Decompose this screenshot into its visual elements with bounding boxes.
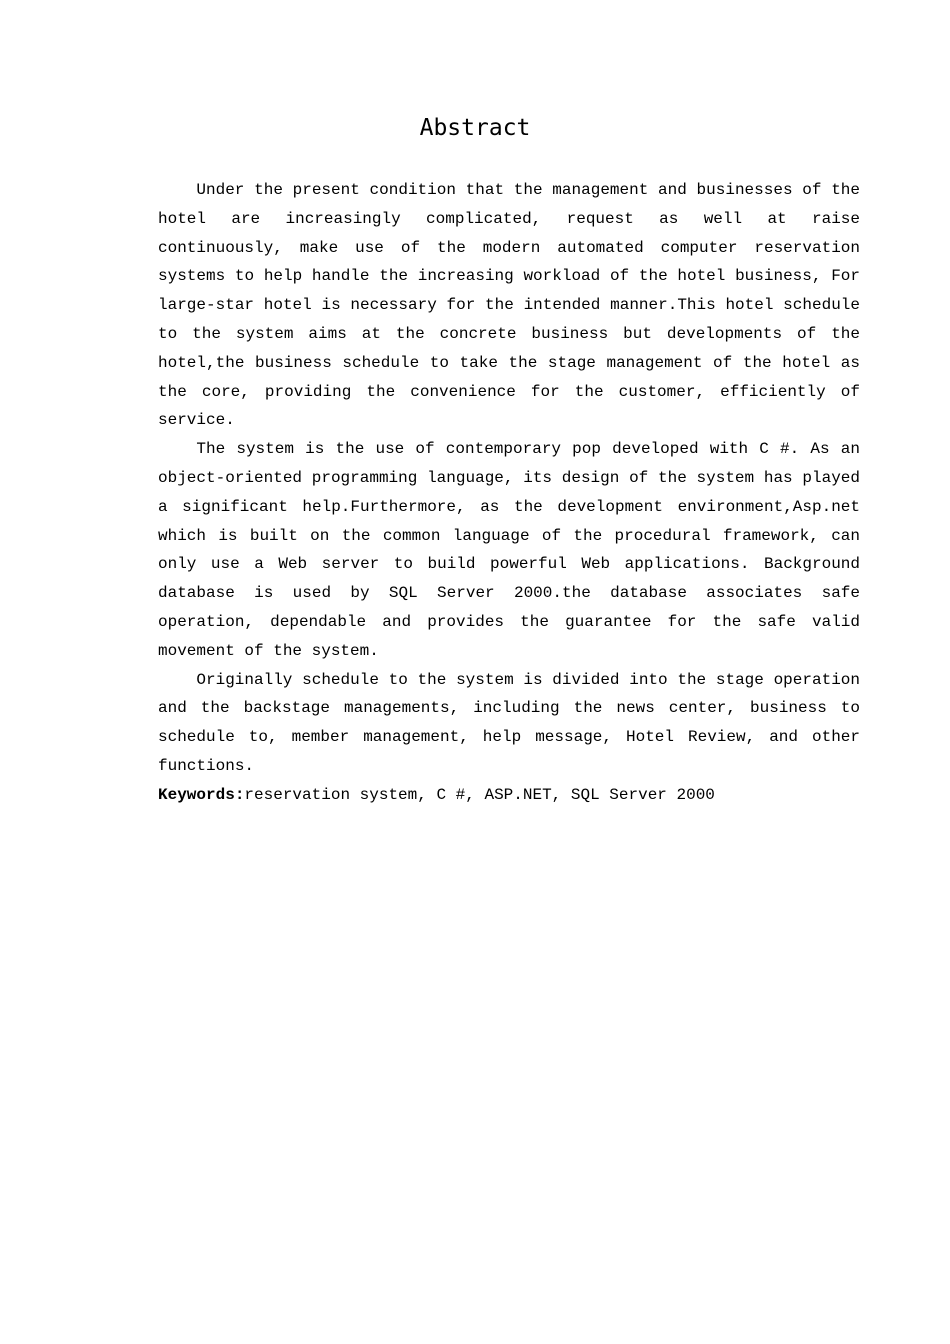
keywords-line — [158, 781, 860, 810]
keywords-label: Keywords: — [158, 785, 245, 804]
abstract-paragraph-1: Under the present condition that the management and businesses of the hotel are increasingly complicated, request as well at raise continuously, make use of the modern automated computer reservation systems to help handle the increasing workload of the hotel business, For large-star hotel is necessary for the intended manner.This hotel schedule to the system aims at the concrete business but developments of the hotel,the business schedule to take the stage management of the hotel as the core, providing the convenience for the customer, efficiently of service. — [158, 181, 860, 430]
keywords-value: reservation system, C #, ASP.NET, SQL Server 2000 — [244, 785, 715, 804]
abstract-title: Abstract — [419, 115, 531, 141]
abstract-body — [158, 176, 860, 810]
abstract-paragraph-3: Originally schedule to the system is divided into the stage operation and the backstage managements, including the news center, business to schedule to, member management, help message, Hotel Review, and other functions. — [158, 670, 860, 775]
abstract-paragraph-2: The system is the use of contemporary pop developed with C #. As an object-oriented programming language, its design of the system has played a significant help.Furthermore, as the development environment,Asp.net which is built on the common language of the procedural framework, can only use a Web server to build powerful Web applications. Background database is used by SQL Server 2000.the database associates safe operation, dependable and provides the guarantee for the safe valid movement of the system. — [158, 440, 860, 660]
